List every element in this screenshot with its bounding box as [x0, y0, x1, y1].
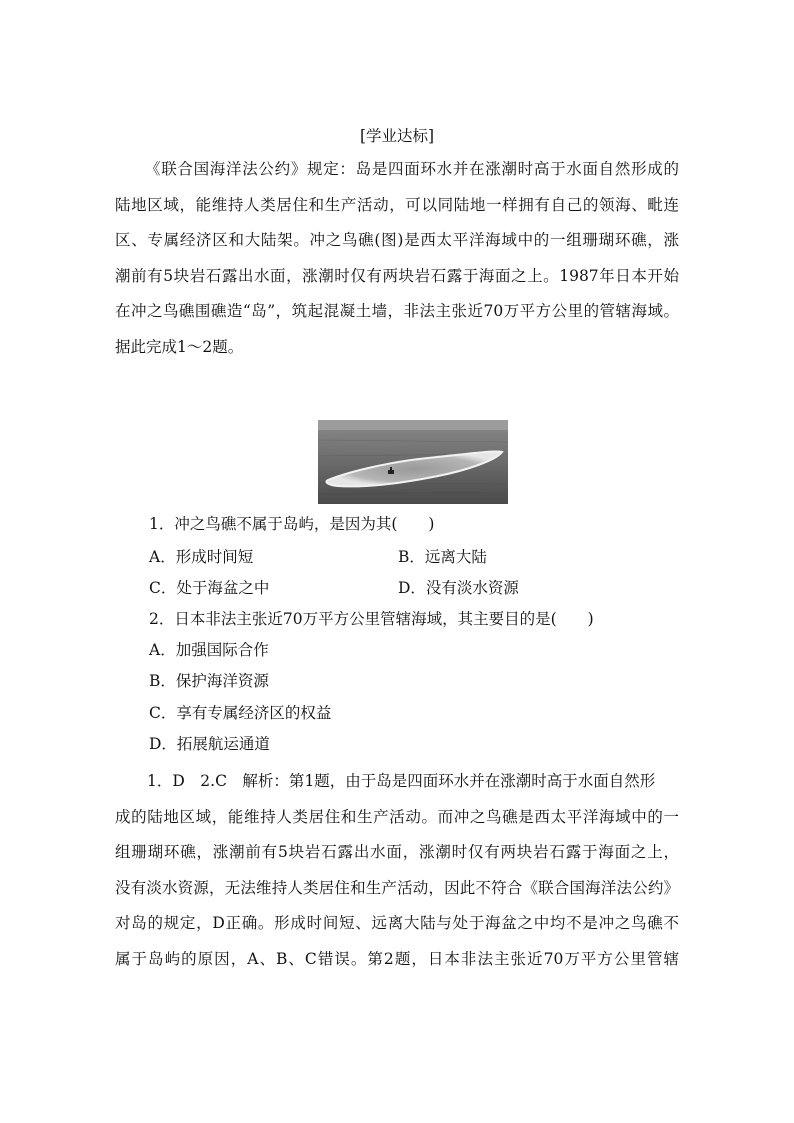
answer-line: 组珊瑚环礁，涨潮前有5块岩石露出水面，涨潮时仅有两块岩石露于海面之上，	[115, 843, 679, 861]
passage-line: 在冲之鸟礁围礁造“岛”，筑起混凝土墙，非法主张近70万平方公里的管辖海域。	[115, 302, 679, 320]
atoll-photo	[318, 420, 508, 504]
question-1-stem: 1．冲之鸟礁不属于岛屿，是因为其( )	[149, 515, 435, 533]
passage-paragraph	[115, 152, 679, 365]
answer-line: 没有淡水资源，无法维持人类居住和生产活动，因此不符合《联合国海洋法公约》	[115, 878, 679, 897]
question-2-stem: 2．日本非法主张近70万平方公里管辖海域，其主要目的是( )	[149, 610, 594, 628]
passage-line: 据此完成1～2题。	[115, 337, 244, 356]
section-title: [学业达标]	[359, 127, 435, 145]
answer-explanation	[115, 764, 679, 977]
q1-option-c[interactable]: C．处于海盆之中	[149, 579, 270, 597]
q1-option-b[interactable]: B．远离大陆	[398, 548, 487, 566]
passage-line: 陆地区域，能维持人类居住和生产活动，可以同陆地一样拥有自己的领海、毗连	[115, 195, 679, 214]
q1-option-a[interactable]: A．形成时间短	[149, 548, 254, 566]
observation-platform	[388, 470, 394, 474]
q2-option-c[interactable]: C．享有专属经济区的权益	[149, 704, 332, 722]
answer-line: 成的陆地区域，能维持人类居住和生产活动。而冲之鸟礁是西太平洋海域中的一	[115, 807, 679, 826]
q1-option-d[interactable]: D．没有淡水资源	[398, 579, 519, 597]
q2-option-b[interactable]: B．保护海洋资源	[149, 672, 269, 690]
answer-line: 对岛的规定，D正确。形成时间短、远离大陆与处于海盆之中均不是冲之鸟礁不	[115, 914, 679, 932]
q2-option-d[interactable]: D．拓展航运通道	[149, 735, 270, 753]
passage-line: 《联合国海洋法公约》规定：岛是四面环水并在涨潮时高于水面自然形成的	[145, 160, 679, 178]
passage-line: 潮前有5块岩石露出水面，涨潮时仅有两块岩石露于海面之上。1987年日本开始	[115, 266, 679, 285]
answer-line: 属于岛屿的原因，A、B、C错误。第2题，日本非法主张近70万平方公里管辖	[115, 949, 679, 968]
passage-line: 区、专属经济区和大陆架。冲之鸟礁(图)是西太平洋海域中的一组珊瑚环礁，涨	[115, 231, 679, 249]
q2-option-a[interactable]: A．加强国际合作	[149, 641, 269, 659]
answer-line: 1．D 2.C 解析：第1题，由于岛是四面环水并在涨潮时高于水面自然形	[147, 772, 656, 790]
